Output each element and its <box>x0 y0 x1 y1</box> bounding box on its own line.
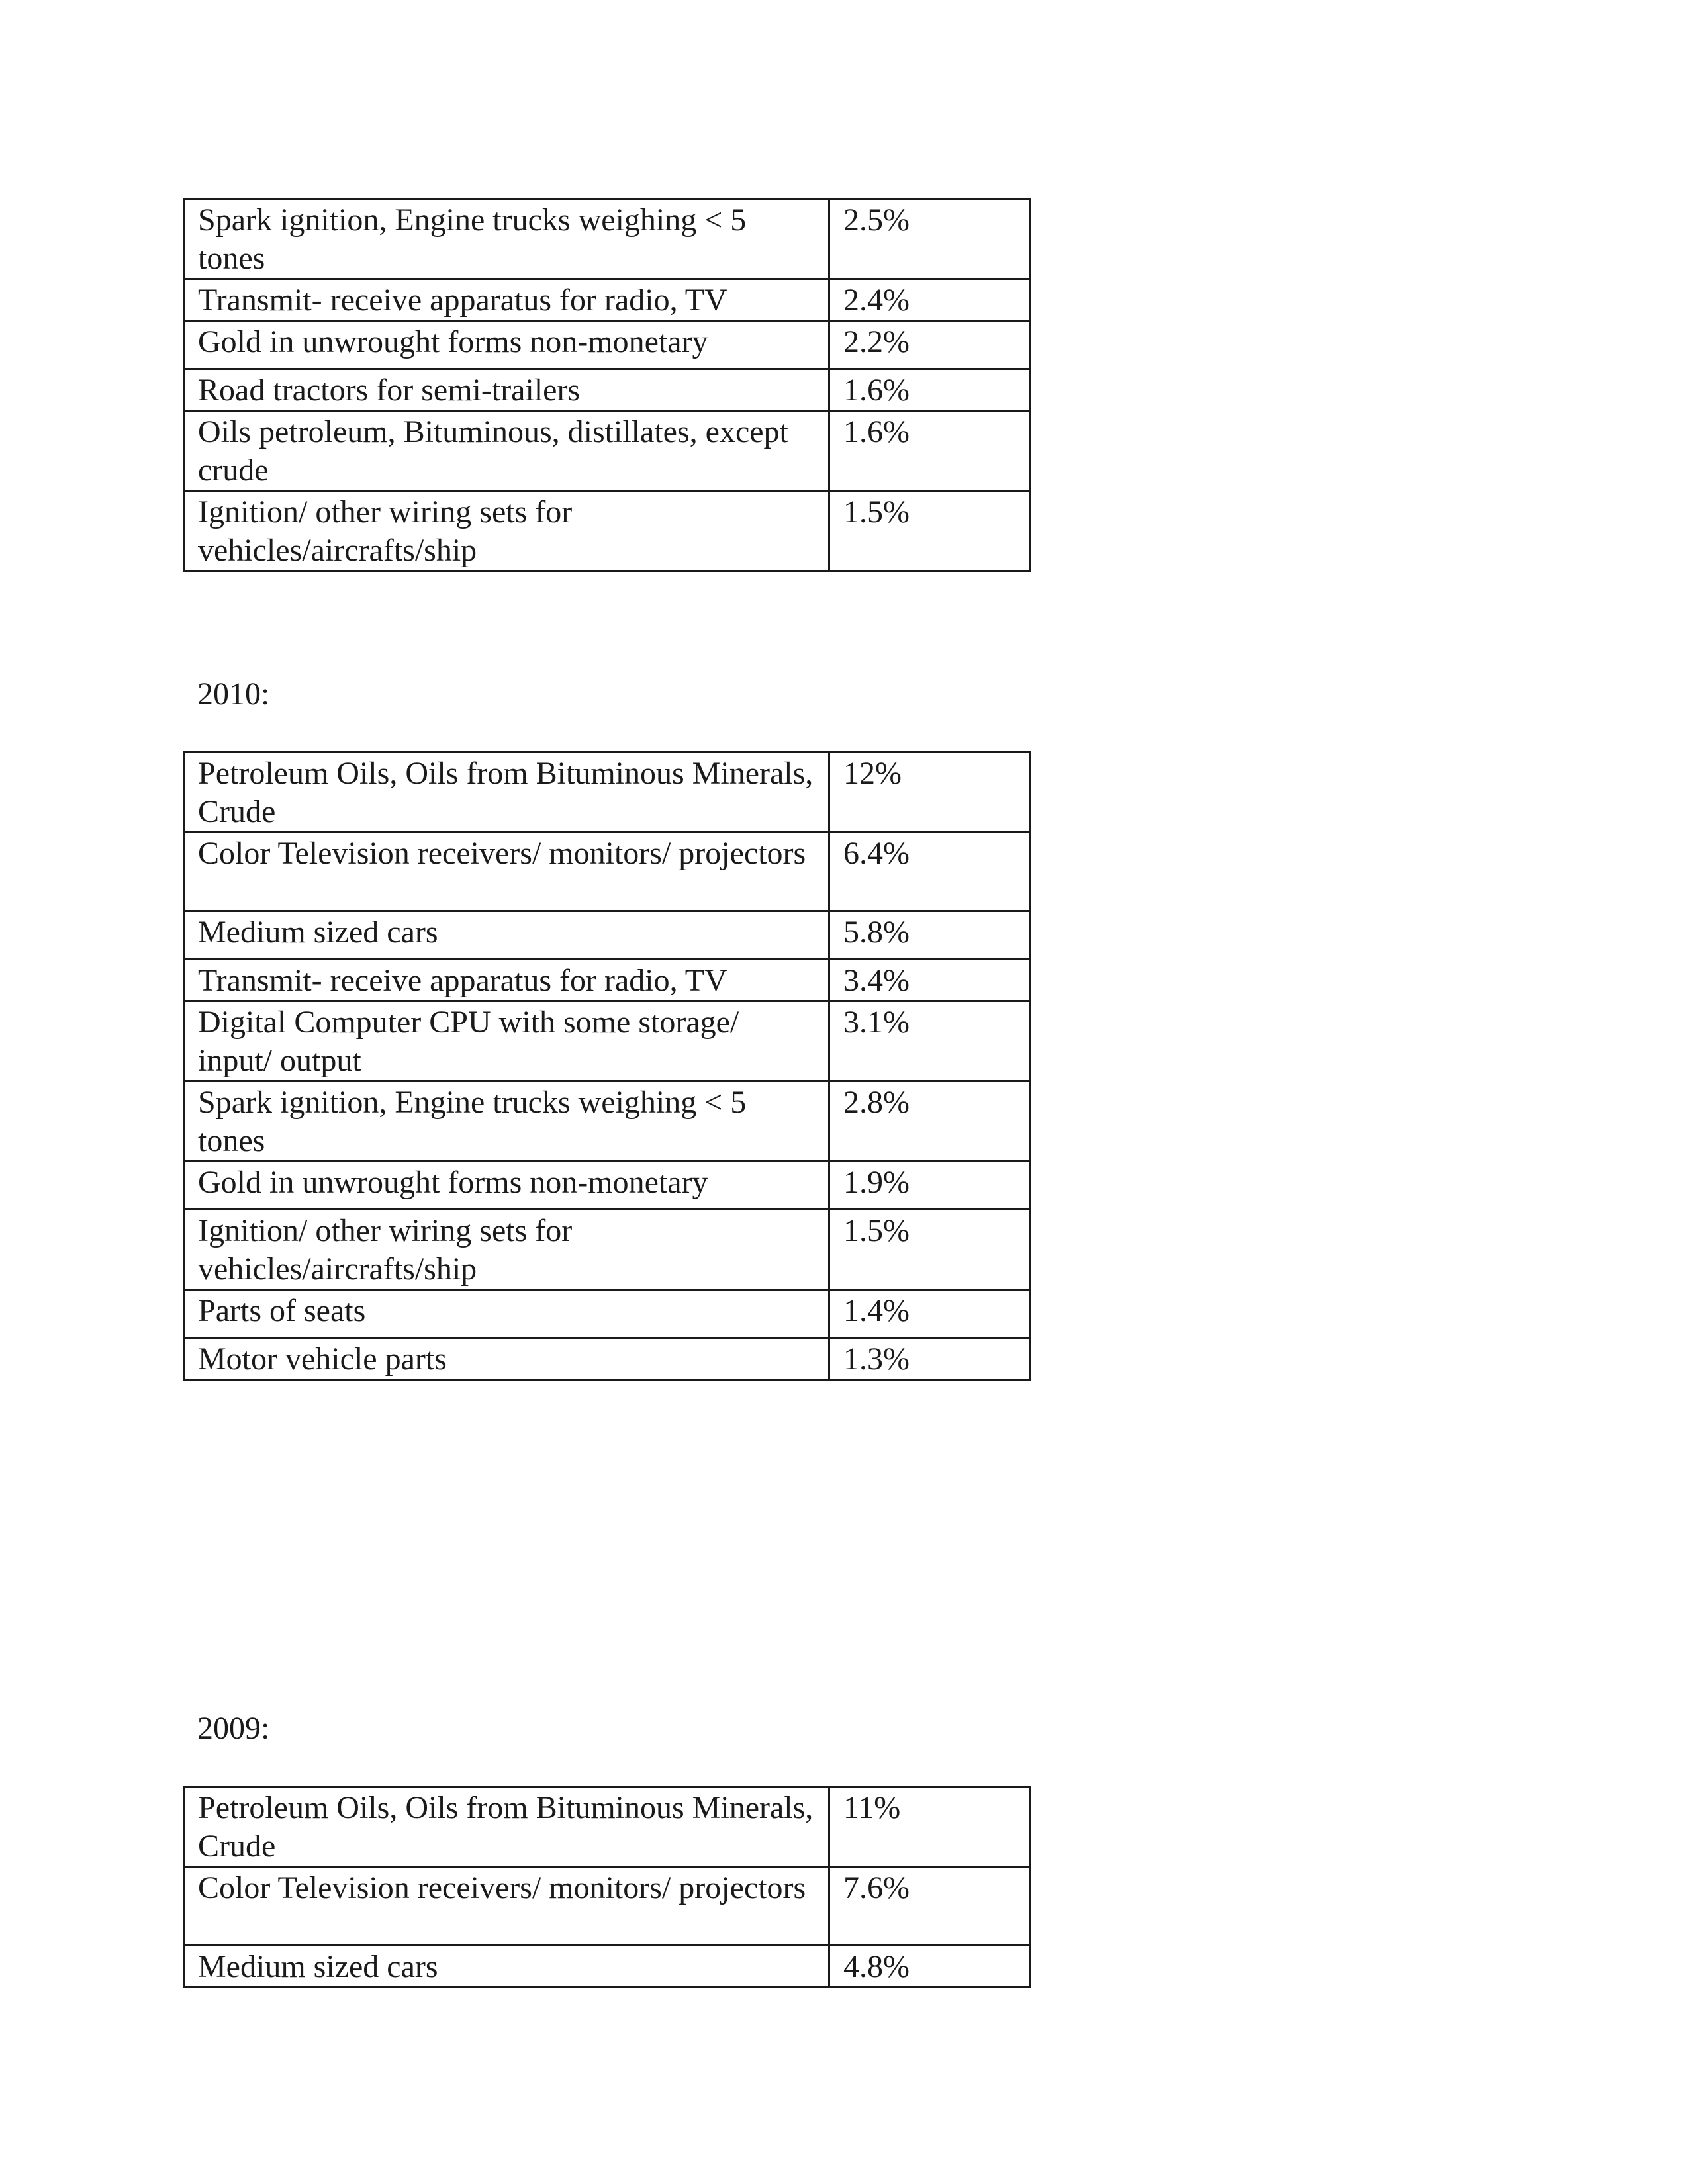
share-cell: 2.2% <box>829 321 1030 369</box>
table-row <box>184 1161 1030 1210</box>
item-cell: Parts of seats <box>184 1290 829 1338</box>
share-cell: 12% <box>829 752 1030 833</box>
table-row <box>184 1001 1030 1081</box>
item-cell: Gold in unwrought forms non-monetary <box>184 1161 829 1210</box>
share-cell: 6.4% <box>829 833 1030 911</box>
share-cell: 1.9% <box>829 1161 1030 1210</box>
share-cell: 4.8% <box>829 1946 1030 1987</box>
share-cell: 7.6% <box>829 1867 1030 1946</box>
exports-table-continued <box>183 198 1031 572</box>
table-row <box>184 911 1030 960</box>
item-cell: Transmit- receive apparatus for radio, TV <box>184 960 829 1001</box>
item-cell: Medium sized cars <box>184 1946 829 1987</box>
share-cell: 2.4% <box>829 279 1030 321</box>
share-cell: 1.3% <box>829 1338 1030 1380</box>
item-cell: Ignition/ other wiring sets for vehicles/aircrafts/ship <box>184 491 829 571</box>
share-cell: 1.5% <box>829 491 1030 571</box>
table-row <box>184 1081 1030 1161</box>
table-row <box>184 752 1030 833</box>
item-cell: Motor vehicle parts <box>184 1338 829 1380</box>
item-cell: Oils petroleum, Bituminous, distillates, except crude <box>184 411 829 491</box>
share-cell: 5.8% <box>829 911 1030 960</box>
share-cell: 11% <box>829 1787 1030 1867</box>
year-heading-2009: 2009: <box>197 1711 270 1746</box>
item-cell: Color Television receivers/ monitors/ projectors <box>184 833 829 911</box>
share-cell: 1.4% <box>829 1290 1030 1338</box>
exports-table-2010 <box>183 751 1031 1381</box>
item-cell: Petroleum Oils, Oils from Bituminous Minerals, Crude <box>184 752 829 833</box>
share-cell: 1.6% <box>829 411 1030 491</box>
share-cell: 3.4% <box>829 960 1030 1001</box>
item-cell: Petroleum Oils, Oils from Bituminous Minerals, Crude <box>184 1787 829 1867</box>
table-row <box>184 833 1030 911</box>
table-row <box>184 199 1030 279</box>
table-row <box>184 411 1030 491</box>
year-heading-2010: 2010: <box>197 676 270 711</box>
item-cell: Gold in unwrought forms non-monetary <box>184 321 829 369</box>
share-cell: 2.5% <box>829 199 1030 279</box>
item-cell: Spark ignition, Engine trucks weighing < 5 tones <box>184 1081 829 1161</box>
item-cell: Digital Computer CPU with some storage/ input/ output <box>184 1001 829 1081</box>
table-row <box>184 1290 1030 1338</box>
table-row <box>184 369 1030 411</box>
share-cell: 1.5% <box>829 1210 1030 1290</box>
table-row <box>184 279 1030 321</box>
table-row <box>184 1210 1030 1290</box>
table-row <box>184 1338 1030 1380</box>
table-row <box>184 960 1030 1001</box>
exports-table-2009 <box>183 1786 1031 1988</box>
table-row <box>184 1946 1030 1987</box>
share-cell: 1.6% <box>829 369 1030 411</box>
item-cell: Ignition/ other wiring sets for vehicles/aircrafts/ship <box>184 1210 829 1290</box>
item-cell: Medium sized cars <box>184 911 829 960</box>
table-row <box>184 491 1030 571</box>
table-row <box>184 321 1030 369</box>
share-cell: 3.1% <box>829 1001 1030 1081</box>
item-cell: Road tractors for semi-trailers <box>184 369 829 411</box>
item-cell: Transmit- receive apparatus for radio, TV <box>184 279 829 321</box>
item-cell: Color Television receivers/ monitors/ projectors <box>184 1867 829 1946</box>
table-row <box>184 1867 1030 1946</box>
item-cell: Spark ignition, Engine trucks weighing < 5 tones <box>184 199 829 279</box>
table-row <box>184 1787 1030 1867</box>
share-cell: 2.8% <box>829 1081 1030 1161</box>
